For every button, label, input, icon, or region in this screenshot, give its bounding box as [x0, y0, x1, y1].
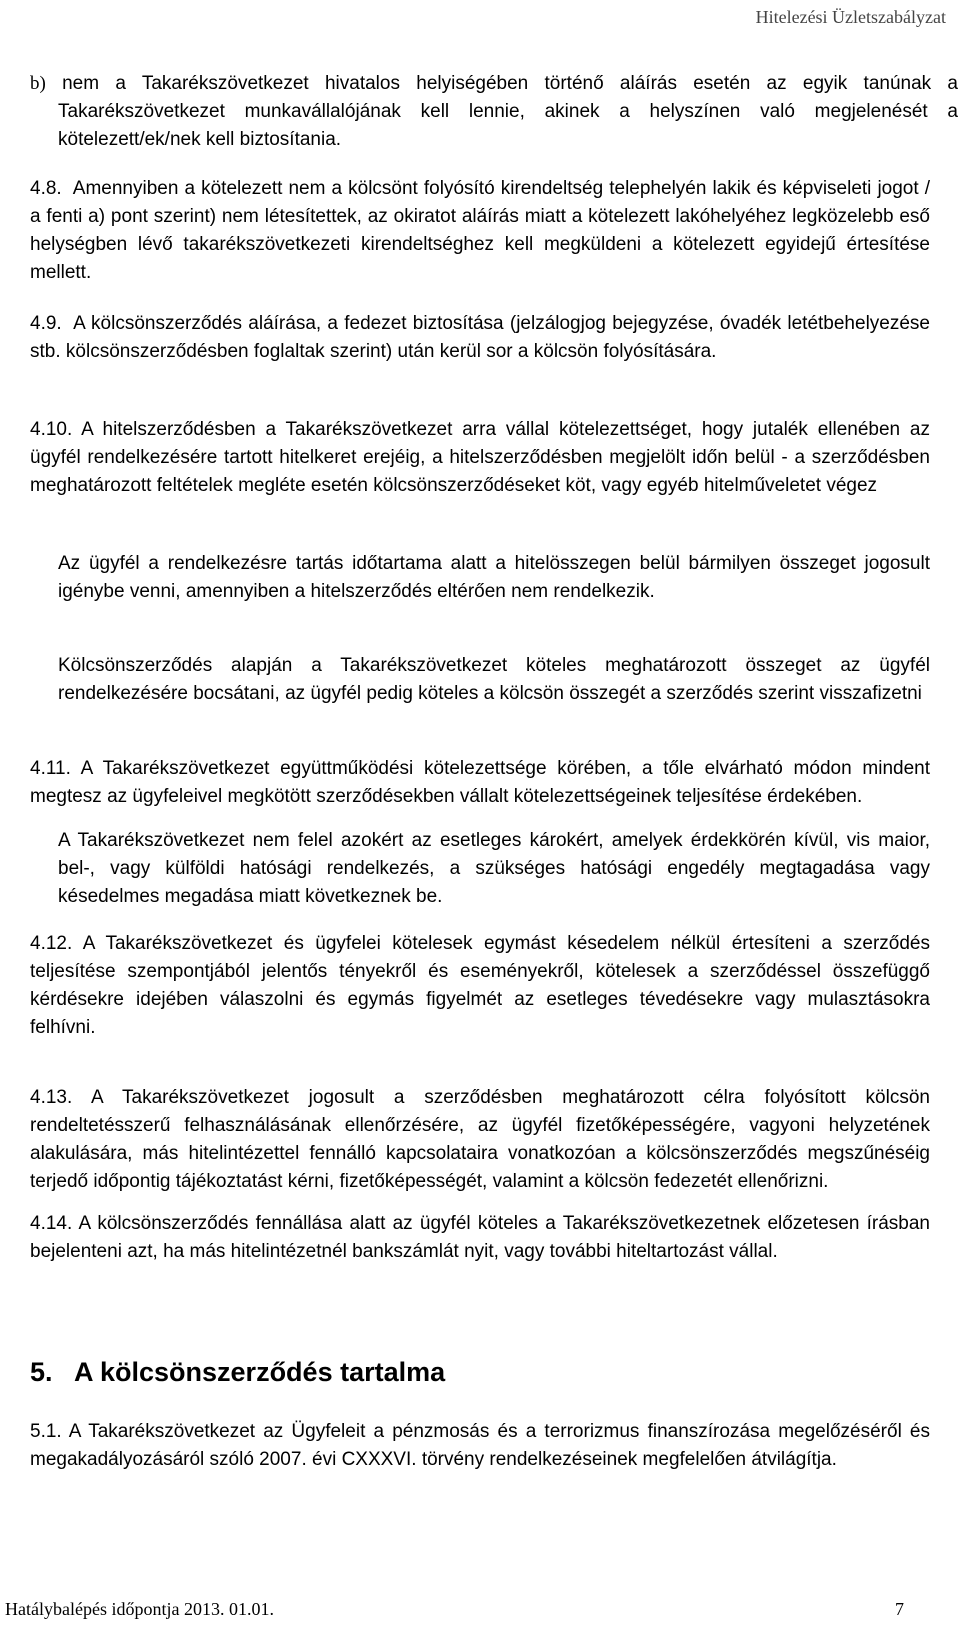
clause-number: 4.9. [30, 313, 62, 334]
list-item-b [30, 70, 958, 154]
clause-text: Amennyiben a kötelezett nem a kölcsönt folyósító kirendeltség telephelyén lakik és képviseleti jogot / a fenti a) pont szerint) nem létesítettek, az okiratot aláírás miatt a kötelezett lakóhelyéhez legközelebb eső helységben lévő takarékszövetkezeti kirendeltséghez kell megküldeni a kötelezett egyidejű értesítése mellett. [30, 178, 930, 283]
clause-number: 4.14. [30, 1213, 73, 1234]
clause-number: 4.13. [30, 1087, 73, 1108]
clause-4-12 [30, 930, 930, 1042]
clause-4-8 [30, 175, 930, 287]
clause-4-10-paragraph-2: Az ügyfél a rendelkezésre tartás időtartama alatt a hitelösszegen belül bármilyen összeget jogosult igénybe venni, amennyiben a hitelszerződés eltérően nem rendelkezik. [58, 553, 930, 602]
clause-number: 4.10. [30, 419, 73, 440]
footer-page-number: 7 [895, 1599, 904, 1619]
section-title: A kölcsönszerződés tartalma [74, 1357, 446, 1387]
clause-text: A kölcsönszerződés aláírása, a fedezet biztosítása (jelzálogjog bejegyzése, óvadék letétbehelyezése stb. kölcsönszerződésben foglaltak szerint) után kerül sor a kölcsön folyósítására. [30, 313, 930, 362]
item-number: b) [30, 73, 46, 94]
clause-4-14 [30, 1210, 930, 1266]
clause-4-13 [30, 1084, 930, 1196]
clause-4-10 [30, 416, 930, 500]
clause-text: A Takarékszövetkezet együttműködési kötelezettsége körében, a tőle elvárható módon mindent megtesz az ügyfeleivel megkötött szerződésekben vállalt kötelezettségeinek teljesítése érdekében. [30, 758, 930, 807]
clause-4-10-paragraph-3: Kölcsönszerződés alapján a Takarékszövetkezet köteles meghatározott összeget az ügyfél rendelkezésére bocsátani, az ügyfél pedig köteles a kölcsön összegét a szerződés szerint visszafizetni [58, 655, 930, 704]
item-text: nem a Takarékszövetkezet hivatalos helyiségében történő aláírás esetén az egyik tanúnak a Takarékszövetkezet munkavállalójának kell lennie, akinek a helyszínen való megjelenését a kötelezett/ek/nek kell biztosítania. [58, 73, 958, 150]
footer-effective-date: Hatálybalépés időpontja 2013. 01.01. [5, 1599, 274, 1619]
clause-text: A kölcsönszerződés fennállása alatt az ügyfél köteles a Takarékszövetkezetnek előzetesen írásban bejelenteni azt, ha más hitelintézetnél bankszámlát nyit, vagy további hiteltartozást vállal. [30, 1213, 931, 1262]
section-heading [30, 1355, 445, 1389]
section-number: 5. [30, 1357, 53, 1387]
clause-4-9 [30, 310, 930, 366]
clause-number: 4.12. [30, 933, 73, 954]
clause-number: 4.8. [30, 178, 62, 199]
clause-text: A hitelszerződésben a Takarékszövetkezet arra vállal kötelezettséget, hogy jutalék ellenében az ügyfél rendelkezésére tartott hitelkeret erejéig, a hitelszerződésben megjelölt időn belül - a szerződésben meghatározott feltételek megléte esetén kölcsönszerződéseket köt, vagy egyéb hitelműveletet végez [30, 419, 930, 496]
running-header: Hitelezési Üzletszabályzat [755, 7, 946, 27]
clause-5-1 [30, 1418, 930, 1474]
clause-text: A Takarékszövetkezet jogosult a szerződésben meghatározott célra folyósított kölcsön rendeltetésszerű felhasználásának ellenőrzésére, az ügyfél fizetőképességére, vagyoni helyzetének alakulására, más hitelintézettel fennálló kapcsolataira vonatkozóan a kölcsönszerződés megszűnéséig terjedő időpontig tájékoztatást kérni, fizetőképességét, valamint a kölcsön fedezetét ellenőrizni. [30, 1087, 930, 1192]
clause-text: A Takarékszövetkezet és ügyfelei kötelesek egymást késedelem nélkül értesíteni a szerződés teljesítése szempontjából jelentős tényekről és eseményekről, kötelesek a szerződéssel összefüggő kérdésekre idejében válaszolni és egymás figyelmét az esetleges tévedésekre vagy mulasztásokra felhívni. [30, 933, 930, 1038]
clause-4-11 [30, 755, 930, 811]
clause-4-11-paragraph-2: A Takarékszövetkezet nem felel azokért az esetleges károkért, amelyek érdekkörén kívül, vis maior, bel-, vagy külföldi hatósági rendelkezés, a szükséges hatósági engedély megtagadása vagy késedelmes megadása miatt következnek be. [58, 830, 930, 907]
clause-number: 4.11. [30, 758, 71, 779]
clause-text: A Takarékszövetkezet az Ügyfeleit a pénzmosás és a terrorizmus finanszírozása megelőzéséről és megakadályozásáról szóló 2007. évi CXXXVI. törvény rendelkezéseinek megfelelően átvilágítja. [30, 1421, 930, 1470]
clause-number: 5.1. [30, 1421, 62, 1442]
